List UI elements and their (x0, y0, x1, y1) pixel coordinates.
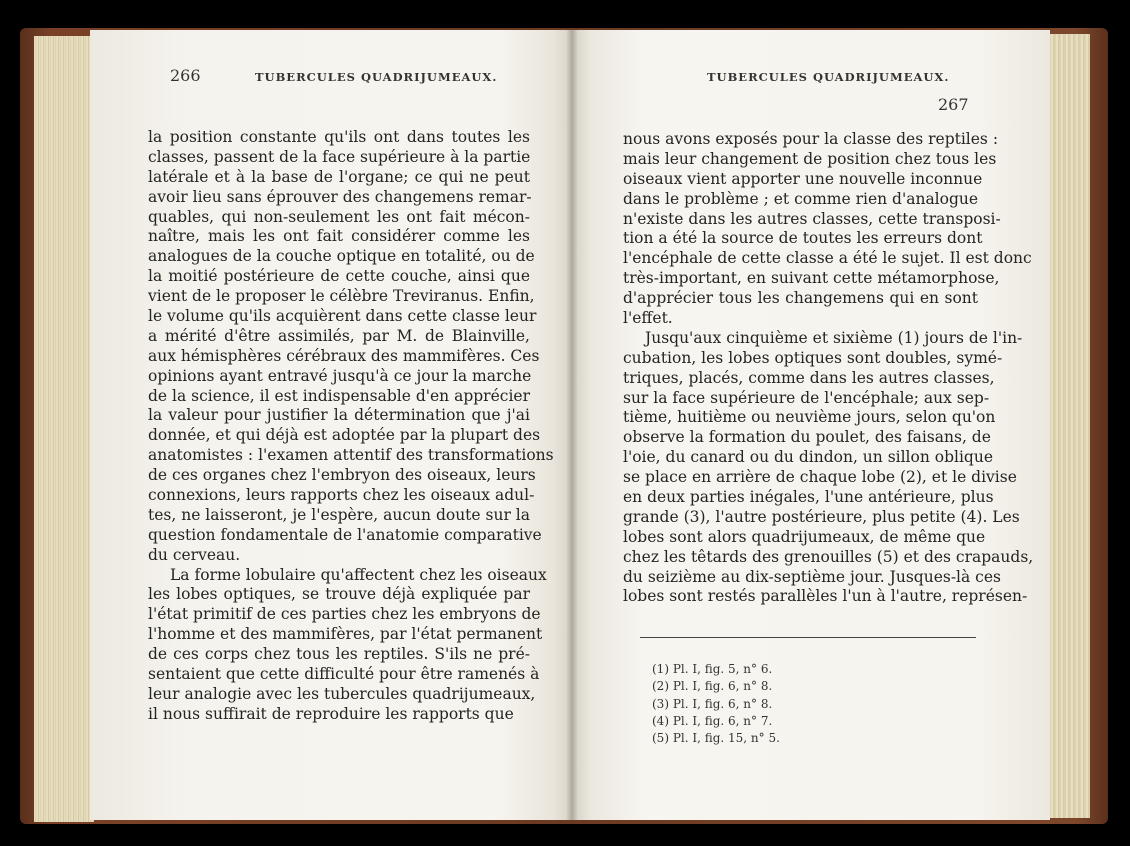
right-page-body (623, 130, 1034, 607)
text-line: a mérité d'être assimilés, par M. de Blainville, (148, 326, 530, 345)
left-running-head: TUBERCULES QUADRIJUMEAUX. (255, 70, 498, 84)
text-line: il nous suffirait de reproduire les rapports que (148, 704, 514, 723)
text-line: quables, qui non-seulement les ont fait mécon- (148, 207, 530, 226)
footnote: (4) Pl. I, fig. 6, n° 7. (652, 713, 773, 728)
text-line: n'existe dans les autres classes, cette transposi- (623, 209, 1001, 228)
text-line: opinions ayant entravé jusqu'à ce jour la marche (148, 366, 532, 385)
text-line: observe la formation du poulet, des faisans, de (623, 428, 991, 447)
text-line: connexions, leurs rapports chez les oiseaux adul- (148, 486, 535, 505)
text-line: l'oie, du canard ou du dindon, un sillon oblique (623, 448, 994, 467)
text-line: cubation, les lobes optiques sont doubles, symé- (623, 348, 1003, 367)
text-line: naître, mais les ont fait considérer comme les (148, 227, 530, 246)
text-line: analogues de la couche optique en totalité, ou de (148, 247, 535, 266)
text-line: Jusqu'aux cinquième et sixième (1) jours de l'in- (645, 328, 1023, 347)
text-line: vient de le proposer le célèbre Treviranus. Enfin, (148, 287, 535, 306)
footnote: (3) Pl. I, fig. 6, n° 8. (652, 696, 773, 711)
text-line: triques, placés, comme dans les autres classes, (623, 368, 995, 387)
text-line: question fondamentale de l'anatomie comparative (148, 525, 542, 544)
text-line: l'effet. (623, 309, 673, 328)
text-line: du seizième au dix-septième jour. Jusques-là ces (623, 567, 1001, 586)
footnotes (652, 661, 780, 747)
text-line: lobes sont alors quadrijumeaux, de même que (623, 527, 986, 546)
text-line: dans le problème ; et comme rien d'analogue (623, 189, 979, 208)
text-line: d'apprécier tous les changemens qui en sont (623, 289, 978, 308)
text-line: l'homme et des mammifères, par l'état permanent (148, 625, 543, 644)
text-line: en deux parties inégales, l'une antérieure, plus (623, 488, 994, 507)
text-line: oiseaux vient apporter une nouvelle inconnue (623, 169, 983, 188)
text-line: avoir lieu sans éprouver des changemens remar- (148, 187, 532, 206)
footnote: (2) Pl. I, fig. 6, n° 8. (652, 679, 773, 694)
text-line: sur la face supérieure de l'encéphale; aux sep- (623, 388, 990, 407)
text-line: grande (3), l'autre postérieure, plus petite (4). Les (623, 507, 1020, 526)
text-line: de ces organes chez l'embryon des oiseaux, leurs (148, 466, 536, 485)
text-line: nous avons exposés pour la classe des reptiles : (623, 130, 999, 148)
text-line: anatomistes : l'examen attentif des transformations (148, 446, 554, 465)
text-line: la moitié postérieure de cette couche, ainsi que (148, 267, 530, 286)
right-running-head: TUBERCULES QUADRIJUMEAUX. (707, 70, 950, 84)
text-line: très-important, en suivant cette métamorphose, (623, 269, 1000, 288)
text-line: mais leur changement de position chez tous les (623, 149, 997, 168)
text-line: la position constante qu'ils ont dans toutes les (148, 128, 530, 146)
text-line: tion a été la source de toutes les erreurs dont (623, 229, 983, 248)
text-line: aux hémisphères cérébraux des mammifères. Ces (148, 346, 540, 365)
left-page-number: 266 (170, 66, 201, 85)
right-page-number: 267 (938, 95, 969, 114)
text-line: lobes sont restés parallèles l'un à l'autre, représen- (623, 587, 1028, 606)
text-line: chez les têtards des grenouilles (5) et des crapauds, (623, 547, 1034, 566)
text-line: tes, ne laisseront, je l'espère, aucun doute sur la (148, 505, 530, 524)
text-line: du cerveau. (148, 545, 241, 564)
text-line: les lobes optiques, se trouve déjà expliquée par (148, 585, 530, 604)
left-page-body (148, 128, 554, 725)
text-line: leur analogie avec les tubercules quadrijumeaux, (148, 684, 536, 703)
text-line: se place en arrière de chaque lobe (2), et le divise (623, 468, 1017, 487)
text-line: La forme lobulaire qu'affectent chez les oiseaux (170, 565, 547, 584)
page-edges-left (34, 36, 94, 822)
footnote: (5) Pl. I, fig. 15, n° 5. (652, 731, 780, 746)
text-line: latérale et à la base de l'organe; ce qui ne peut (148, 167, 530, 186)
text-line: de la science, il est indispensable d'en apprécier (148, 386, 530, 405)
text-line: le volume qu'ils acquièrent dans cette classe leur (148, 307, 537, 326)
text-line: la valeur pour justifier la détermination que j'ai (148, 406, 530, 425)
text-line: tième, huitième ou neuvième jours, selon qu'on (623, 408, 996, 427)
footnote-rule (640, 637, 976, 638)
text-line: de ces corps chez tous les reptiles. S'ils ne pré- (148, 645, 530, 664)
text-line: sentaient que cette difficulté pour être ramenés à (148, 665, 540, 684)
text-line: l'état primitif de ces parties chez les embryons de (148, 605, 541, 624)
text-line: donnée, et qui déjà est adoptée par la plupart des (148, 426, 541, 445)
footnote: (1) Pl. I, fig. 5, n° 6. (652, 662, 773, 676)
text-line: classes, passent de la face supérieure à la partie (148, 147, 531, 166)
book-gutter (566, 30, 578, 820)
text-line: l'encéphale de cette classe a été le sujet. Il est donc (623, 249, 1032, 268)
